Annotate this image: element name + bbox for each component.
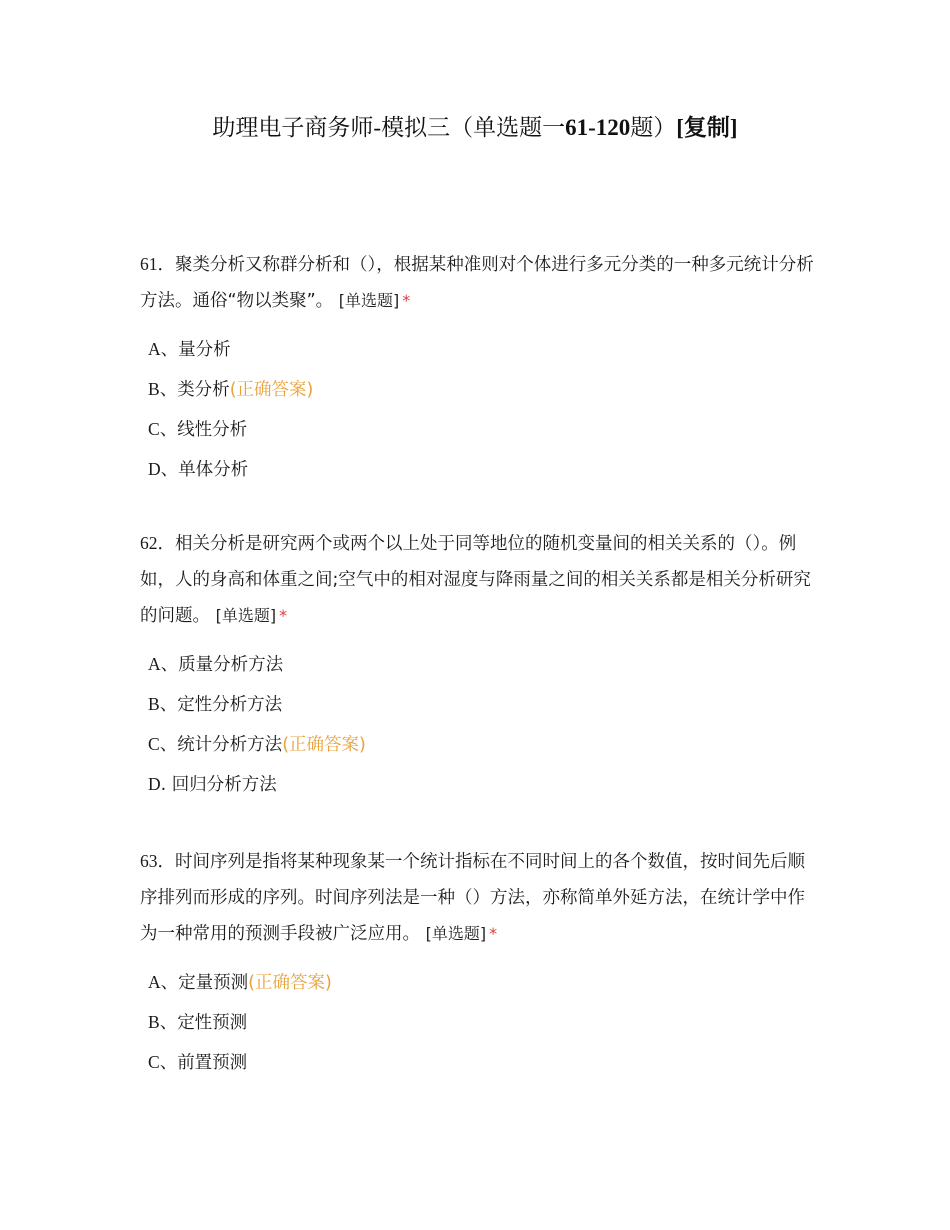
option-separator: 、 — [159, 695, 178, 715]
option-c[interactable] — [148, 1042, 815, 1082]
required-mark: * — [489, 924, 498, 943]
question-type-badge: [单选题] — [338, 291, 400, 310]
option-d[interactable] — [148, 449, 815, 489]
option-separator: . — [160, 775, 172, 795]
option-a[interactable] — [148, 644, 815, 684]
question-62 — [140, 525, 815, 804]
option-text: 定量预测 — [178, 973, 249, 993]
option-text: 单体分析 — [178, 460, 249, 480]
options-list — [140, 644, 815, 804]
option-letter: B — [148, 1012, 160, 1032]
options-list — [140, 329, 815, 489]
question-number: 61 — [140, 254, 158, 274]
option-separator: 、 — [159, 1013, 178, 1033]
option-separator: 、 — [160, 460, 179, 480]
question-number: 63 — [140, 851, 158, 871]
option-separator: 、 — [160, 340, 179, 360]
required-mark: * — [279, 606, 288, 625]
option-c[interactable] — [148, 724, 815, 764]
question-text — [140, 843, 815, 952]
option-a[interactable] — [148, 962, 815, 1002]
title-middle: 题） — [630, 115, 677, 140]
option-text: 质量分析方法 — [178, 655, 284, 675]
option-letter: B — [148, 694, 160, 714]
option-letter: C — [148, 1052, 160, 1072]
question-61 — [140, 246, 815, 489]
question-type-badge: [单选题] — [215, 606, 277, 625]
title-prefix: 助理电子商务师-模拟三（单选题一 — [212, 115, 566, 140]
option-letter: C — [148, 734, 160, 754]
option-b[interactable] — [148, 1002, 815, 1042]
question-number-separator: ． — [157, 852, 175, 872]
title-range: 61-120 — [565, 115, 631, 140]
question-number-separator: ． — [157, 255, 175, 275]
question-number-separator: ． — [157, 534, 175, 554]
option-separator: 、 — [160, 973, 179, 993]
option-text: 定性分析方法 — [177, 695, 283, 715]
correct-answer-label: (正确答案) — [229, 380, 314, 400]
question-63 — [140, 843, 815, 1082]
option-text: 回归分析方法 — [171, 775, 277, 795]
option-letter: B — [148, 379, 160, 399]
option-d[interactable] — [148, 764, 815, 804]
page-title — [0, 112, 950, 144]
option-text: 前置预测 — [177, 1053, 248, 1073]
question-number: 62 — [140, 533, 158, 553]
option-b[interactable] — [148, 684, 815, 724]
required-mark: * — [402, 291, 411, 310]
option-letter: A — [148, 339, 161, 359]
option-letter: A — [148, 972, 161, 992]
options-list — [140, 962, 815, 1082]
option-separator: 、 — [159, 1053, 178, 1073]
option-text: 线性分析 — [177, 420, 248, 440]
option-letter: D — [148, 774, 161, 794]
option-separator: 、 — [159, 735, 178, 755]
correct-answer-label: (正确答案) — [248, 973, 332, 993]
question-type-badge: [单选题] — [425, 924, 487, 943]
question-body: 相关分析是研究两个或两个以上处于同等地位的随机变量间的相关关系的（）。例如，人的身高和体重之间;空气中的相对湿度与降雨量之间的相关关系都是相关分析研究的问题。 — [140, 534, 811, 626]
option-letter: A — [148, 654, 161, 674]
option-separator: 、 — [159, 420, 178, 440]
correct-answer-label: (正确答案) — [282, 735, 366, 755]
option-letter: D — [148, 459, 161, 479]
option-letter: C — [148, 419, 160, 439]
question-body: 时间序列是指将某种现象某一个统计指标在不同时间上的各个数值，按时间先后顺序排列而形成的序列。时间序列法是一种（）方法，亦称简单外延方法，在统计学中作为一种常用的预测手段被广泛应用。 — [140, 852, 805, 944]
question-body: 聚类分析又称群分析和（），根据某种准则对个体进行多元分类的一种多元统计分析方法。通俗“物以类聚”。 — [140, 255, 814, 311]
option-c[interactable] — [148, 409, 815, 449]
option-text: 定性预测 — [177, 1013, 248, 1033]
option-separator: 、 — [160, 655, 179, 675]
option-a[interactable] — [148, 329, 815, 369]
option-text: 统计分析方法 — [177, 735, 283, 755]
question-text — [140, 246, 815, 319]
question-text — [140, 525, 815, 634]
option-separator: 、 — [159, 380, 178, 400]
option-text: 量分析 — [178, 340, 231, 360]
title-copy-label: [复制] — [676, 115, 738, 140]
option-b[interactable] — [148, 369, 815, 409]
option-text: 类分析 — [177, 380, 230, 400]
